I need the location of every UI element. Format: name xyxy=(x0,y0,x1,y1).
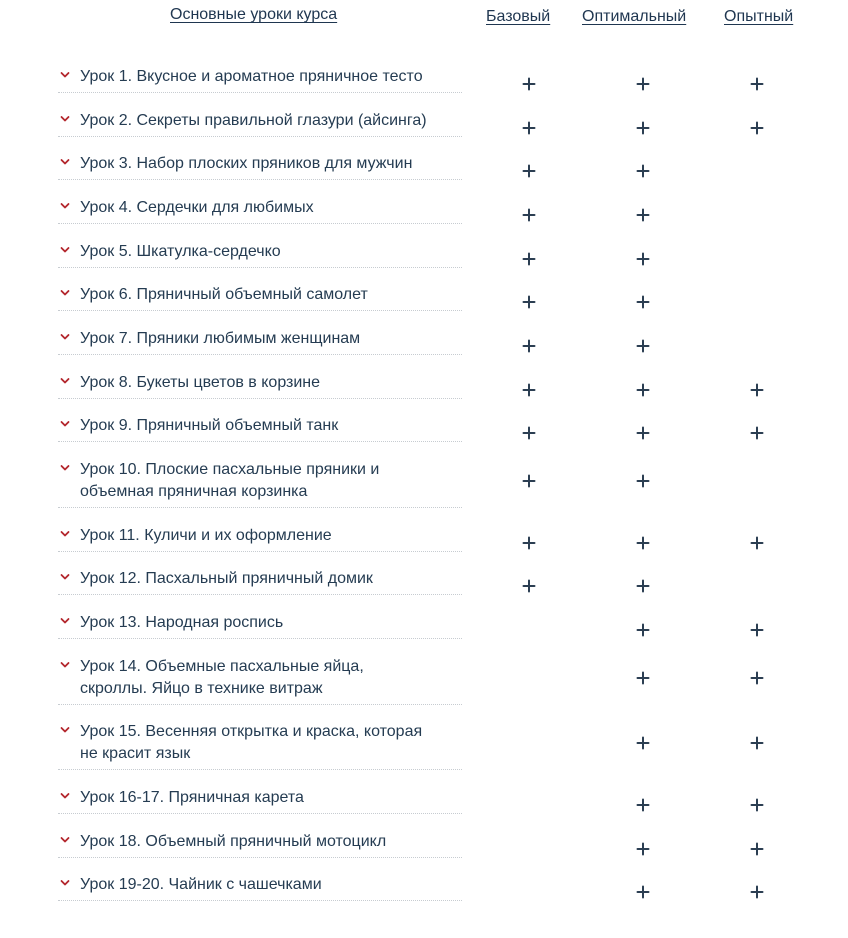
included-plus-icon xyxy=(635,207,651,223)
included-plus-icon xyxy=(749,76,765,92)
lesson-title: Урок 5. Шкатулка-сердечко xyxy=(80,243,281,260)
tier-basic-header-link[interactable]: Базовый xyxy=(486,8,551,25)
chevron-down-icon xyxy=(60,573,70,581)
lesson-title: Урок 8. Букеты цветов в корзине xyxy=(80,374,321,391)
included-plus-icon xyxy=(635,382,651,398)
included-plus-icon xyxy=(521,163,537,179)
chevron-down-icon xyxy=(60,115,70,123)
lesson-title: Урок 10. Плоские пасхальные пряники и объемная пряничная корзинка xyxy=(80,461,380,500)
lesson-accordion-toggle[interactable] xyxy=(58,328,462,355)
included-plus-icon xyxy=(635,251,651,267)
included-plus-icon xyxy=(635,120,651,136)
included-plus-icon xyxy=(635,670,651,686)
included-plus-icon xyxy=(749,120,765,136)
lesson-accordion-toggle[interactable] xyxy=(58,66,462,93)
lesson-title: Урок 19-20. Чайник с чашечками xyxy=(80,876,322,893)
chevron-down-icon xyxy=(60,333,70,341)
lesson-title: Урок 11. Куличи и их оформление xyxy=(80,527,332,544)
lesson-accordion-toggle[interactable] xyxy=(58,612,462,639)
chevron-down-icon xyxy=(60,726,70,734)
lesson-accordion-toggle[interactable] xyxy=(58,525,462,552)
included-plus-icon xyxy=(521,294,537,310)
lesson-title: Урок 1. Вкусное и ароматное пряничное тесто xyxy=(80,68,423,85)
included-plus-icon xyxy=(521,578,537,594)
lesson-accordion-toggle[interactable] xyxy=(58,153,462,180)
included-plus-icon xyxy=(749,382,765,398)
included-plus-icon xyxy=(749,884,765,900)
included-plus-icon xyxy=(635,735,651,751)
included-plus-icon xyxy=(521,120,537,136)
included-plus-icon xyxy=(635,841,651,857)
lesson-accordion-toggle[interactable] xyxy=(58,459,462,508)
chevron-down-icon xyxy=(60,836,70,844)
chevron-down-icon xyxy=(60,202,70,210)
included-plus-icon xyxy=(521,382,537,398)
included-plus-icon xyxy=(749,535,765,551)
lesson-title: Урок 14. Объемные пасхальные яйца, скроллы. Яйцо в технике витраж xyxy=(80,658,364,697)
lesson-title: Урок 2. Секреты правильной глазури (айсинга) xyxy=(80,112,427,129)
included-plus-icon xyxy=(521,338,537,354)
lesson-title: Урок 4. Сердечки для любимых xyxy=(80,199,314,216)
lesson-title: Урок 7. Пряники любимым женщинам xyxy=(80,330,361,347)
lesson-title: Урок 15. Весенняя открытка и краска, которая не красит язык xyxy=(80,723,423,762)
chevron-down-icon xyxy=(60,71,70,79)
included-plus-icon xyxy=(521,251,537,267)
chevron-down-icon xyxy=(60,879,70,887)
lesson-accordion-toggle[interactable] xyxy=(58,656,462,705)
included-plus-icon xyxy=(635,338,651,354)
lesson-accordion-toggle[interactable] xyxy=(58,415,462,442)
included-plus-icon xyxy=(749,797,765,813)
lesson-accordion-toggle[interactable] xyxy=(58,284,462,311)
included-plus-icon xyxy=(635,797,651,813)
lesson-accordion-toggle[interactable] xyxy=(58,831,462,858)
chevron-down-icon xyxy=(60,420,70,428)
chevron-down-icon xyxy=(60,617,70,625)
included-plus-icon xyxy=(521,473,537,489)
included-plus-icon xyxy=(749,622,765,638)
included-plus-icon xyxy=(749,670,765,686)
lesson-accordion-toggle[interactable] xyxy=(58,241,462,268)
included-plus-icon xyxy=(635,294,651,310)
included-plus-icon xyxy=(521,207,537,223)
included-plus-icon xyxy=(635,473,651,489)
chevron-down-icon xyxy=(60,246,70,254)
included-plus-icon xyxy=(635,622,651,638)
chevron-down-icon xyxy=(60,289,70,297)
lesson-accordion-toggle[interactable] xyxy=(58,874,462,901)
chevron-down-icon xyxy=(60,377,70,385)
included-plus-icon xyxy=(635,425,651,441)
included-plus-icon xyxy=(635,535,651,551)
lesson-title: Урок 16-17. Пряничная карета xyxy=(80,789,304,806)
lesson-title: Урок 9. Пряничный объемный танк xyxy=(80,417,339,434)
chevron-down-icon xyxy=(60,530,70,538)
lesson-accordion-toggle[interactable] xyxy=(58,787,462,814)
included-plus-icon xyxy=(749,425,765,441)
tier-expert-header-link[interactable]: Опытный xyxy=(724,8,794,25)
included-plus-icon xyxy=(521,535,537,551)
included-plus-icon xyxy=(635,578,651,594)
lesson-accordion-toggle[interactable] xyxy=(58,721,462,770)
lesson-title: Урок 3. Набор плоских пряников для мужчин xyxy=(80,155,413,172)
included-plus-icon xyxy=(635,163,651,179)
chevron-down-icon xyxy=(60,792,70,800)
lesson-accordion-toggle[interactable] xyxy=(58,110,462,137)
included-plus-icon xyxy=(749,841,765,857)
chevron-down-icon xyxy=(60,158,70,166)
chevron-down-icon xyxy=(60,464,70,472)
included-plus-icon xyxy=(635,76,651,92)
chevron-down-icon xyxy=(60,661,70,669)
included-plus-icon xyxy=(749,735,765,751)
lesson-title: Урок 13. Народная роспись xyxy=(80,614,284,631)
main-lessons-header-link[interactable]: Основные уроки курса xyxy=(170,6,338,23)
lesson-title: Урок 18. Объемный пряничный мотоцикл xyxy=(80,833,387,850)
included-plus-icon xyxy=(635,884,651,900)
tier-optimal-header-link[interactable]: Оптимальный xyxy=(582,8,687,25)
lesson-accordion-toggle[interactable] xyxy=(58,568,462,595)
lesson-accordion-toggle[interactable] xyxy=(58,372,462,399)
lesson-accordion-toggle[interactable] xyxy=(58,197,462,224)
lesson-title: Урок 12. Пасхальный пряничный домик xyxy=(80,570,373,587)
lesson-title: Урок 6. Пряничный объемный самолет xyxy=(80,286,368,303)
included-plus-icon xyxy=(521,425,537,441)
included-plus-icon xyxy=(521,76,537,92)
